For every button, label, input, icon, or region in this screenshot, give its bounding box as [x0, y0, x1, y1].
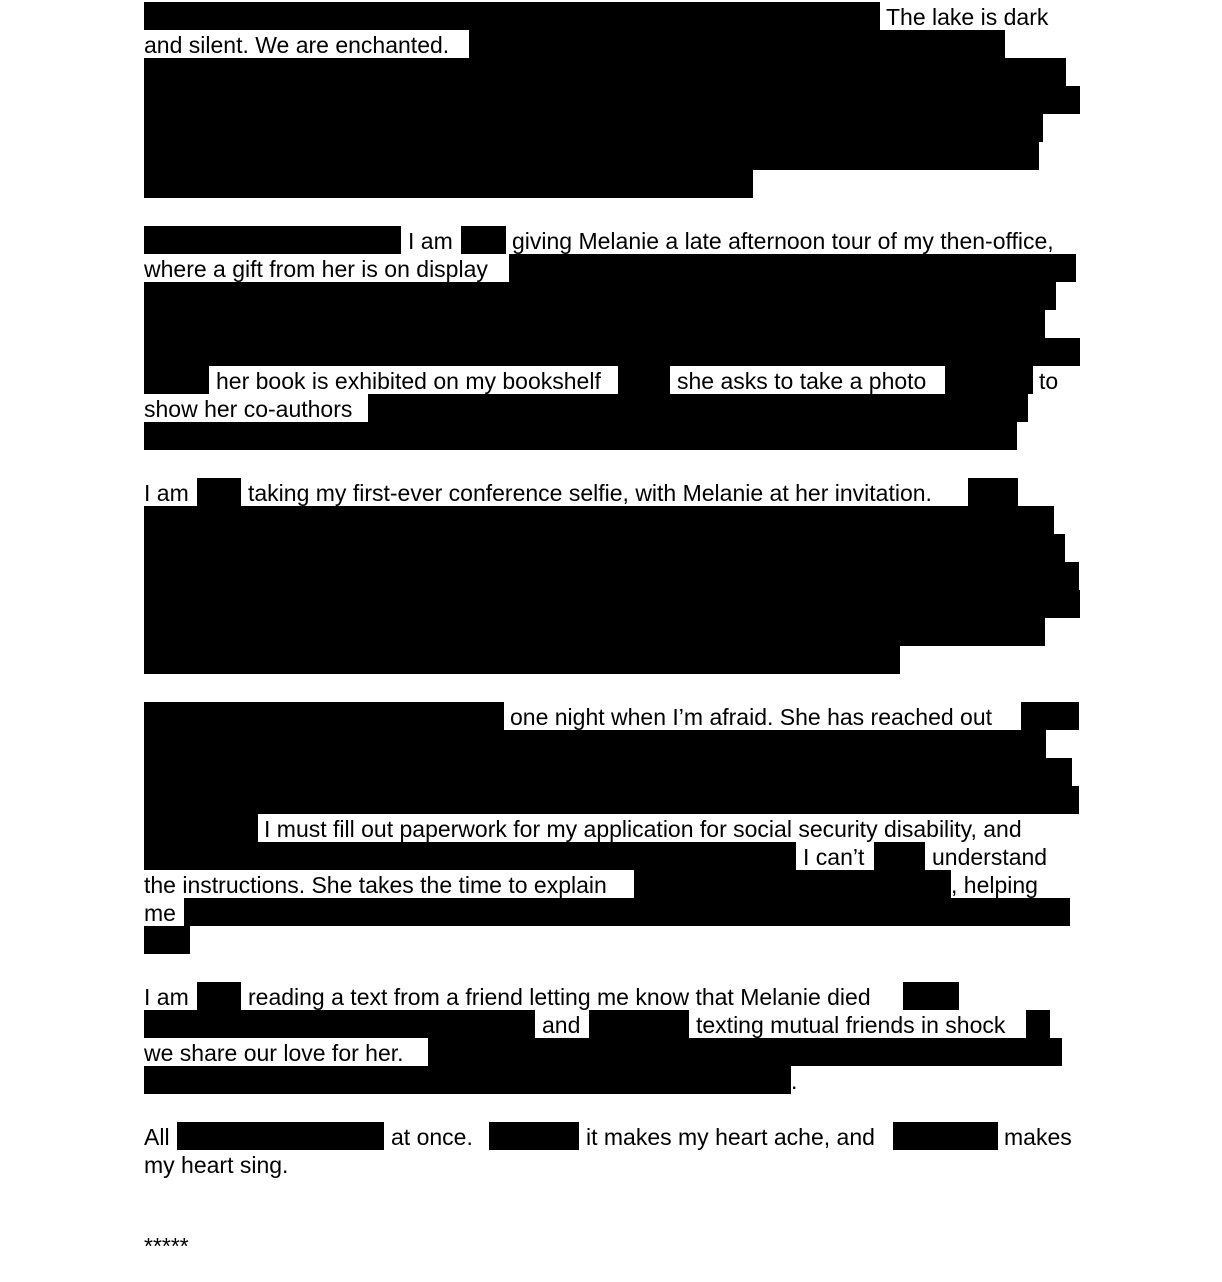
text-fragment: understand — [932, 844, 1048, 870]
text-fragment: one night when I’m afraid. She has reached out — [510, 704, 993, 730]
redaction-block — [144, 2, 880, 30]
redaction-block — [177, 1122, 384, 1150]
redaction-block — [589, 1010, 689, 1038]
text-fragment: and — [542, 1012, 581, 1038]
redaction-block — [144, 786, 1079, 814]
redaction-block — [144, 730, 1046, 758]
text-fragment: I am — [144, 984, 189, 1010]
redaction-block — [144, 1010, 535, 1038]
text-fragment: she asks to take a photo — [677, 368, 927, 394]
text-fragment: I can’t — [803, 844, 865, 870]
redaction-block — [144, 422, 1017, 450]
redaction-block — [634, 870, 951, 898]
redaction-block — [144, 1066, 791, 1094]
text-fragment: I am — [144, 480, 189, 506]
redaction-block — [144, 338, 1080, 366]
redaction-block — [144, 646, 900, 674]
redaction-block — [428, 1038, 1062, 1066]
text-fragment: giving Melanie a late afternoon tour of my then-office, — [512, 228, 1054, 254]
text-fragment: All — [144, 1124, 170, 1150]
redaction-block — [144, 114, 1043, 142]
text-fragment: it makes my heart ache, and — [586, 1124, 875, 1150]
redaction-block — [144, 226, 401, 254]
text-fragment: I am — [408, 228, 453, 254]
redaction-block — [144, 534, 1065, 562]
redaction-block — [144, 506, 1054, 534]
redaction-block — [144, 366, 209, 394]
text-fragment: where a gift from her is on display — [144, 256, 488, 282]
text-fragment: , helping — [951, 872, 1038, 898]
text-fragment: to — [1039, 368, 1059, 394]
redaction-block — [1026, 1010, 1050, 1038]
text-fragment: show her co-authors — [144, 396, 353, 422]
section-break: ***** — [144, 1233, 189, 1259]
redaction-block — [893, 1122, 998, 1150]
redaction-block — [144, 814, 258, 842]
text-fragment: texting mutual friends in shock — [696, 1012, 1006, 1038]
redaction-block — [144, 758, 1072, 786]
redaction-block — [1021, 702, 1079, 730]
redaction-block — [144, 926, 190, 954]
redaction-block — [144, 842, 796, 870]
redaction-block — [197, 478, 241, 506]
redaction-block — [144, 590, 1080, 618]
redaction-block — [144, 702, 504, 730]
text-fragment: the instructions. She takes the time to explain — [144, 872, 607, 898]
text-fragment: I must fill out paperwork for my application for social security disability, and — [264, 816, 1022, 842]
text-fragment: my heart sing. — [144, 1152, 289, 1178]
redaction-block — [509, 254, 1076, 282]
redaction-block — [368, 394, 1028, 422]
redaction-block — [489, 1122, 579, 1150]
redaction-block — [968, 478, 1018, 506]
redaction-block — [144, 618, 1045, 646]
redaction-block — [184, 898, 1070, 926]
text-fragment: taking my first-ever conference selfie, with Melanie at her invitation. — [248, 480, 932, 506]
text-fragment: The lake is dark — [886, 4, 1049, 30]
text-fragment: makes — [1004, 1124, 1072, 1150]
redaction-block — [618, 366, 670, 394]
redaction-block — [144, 310, 1045, 338]
text-fragment: me — [144, 900, 176, 926]
redaction-block — [197, 982, 241, 1010]
redaction-block — [144, 86, 1080, 114]
text-fragment: we share our love for her. — [144, 1040, 404, 1066]
redaction-block — [144, 282, 1056, 310]
redaction-block — [945, 366, 1033, 394]
text-fragment: . — [791, 1068, 798, 1094]
redaction-block — [469, 30, 1005, 58]
text-fragment: her book is exhibited on my bookshelf — [216, 368, 601, 394]
redaction-block — [461, 226, 506, 254]
redaction-block — [903, 982, 959, 1010]
text-fragment: at once. — [391, 1124, 473, 1150]
redaction-block — [144, 562, 1079, 590]
text-fragment: and silent. We are enchanted. — [144, 32, 450, 58]
text-fragment: reading a text from a friend letting me know that Melanie died — [248, 984, 871, 1010]
redaction-block — [144, 170, 753, 198]
redaction-block — [144, 142, 1039, 170]
redaction-block — [144, 58, 1066, 86]
redaction-block — [874, 842, 925, 870]
